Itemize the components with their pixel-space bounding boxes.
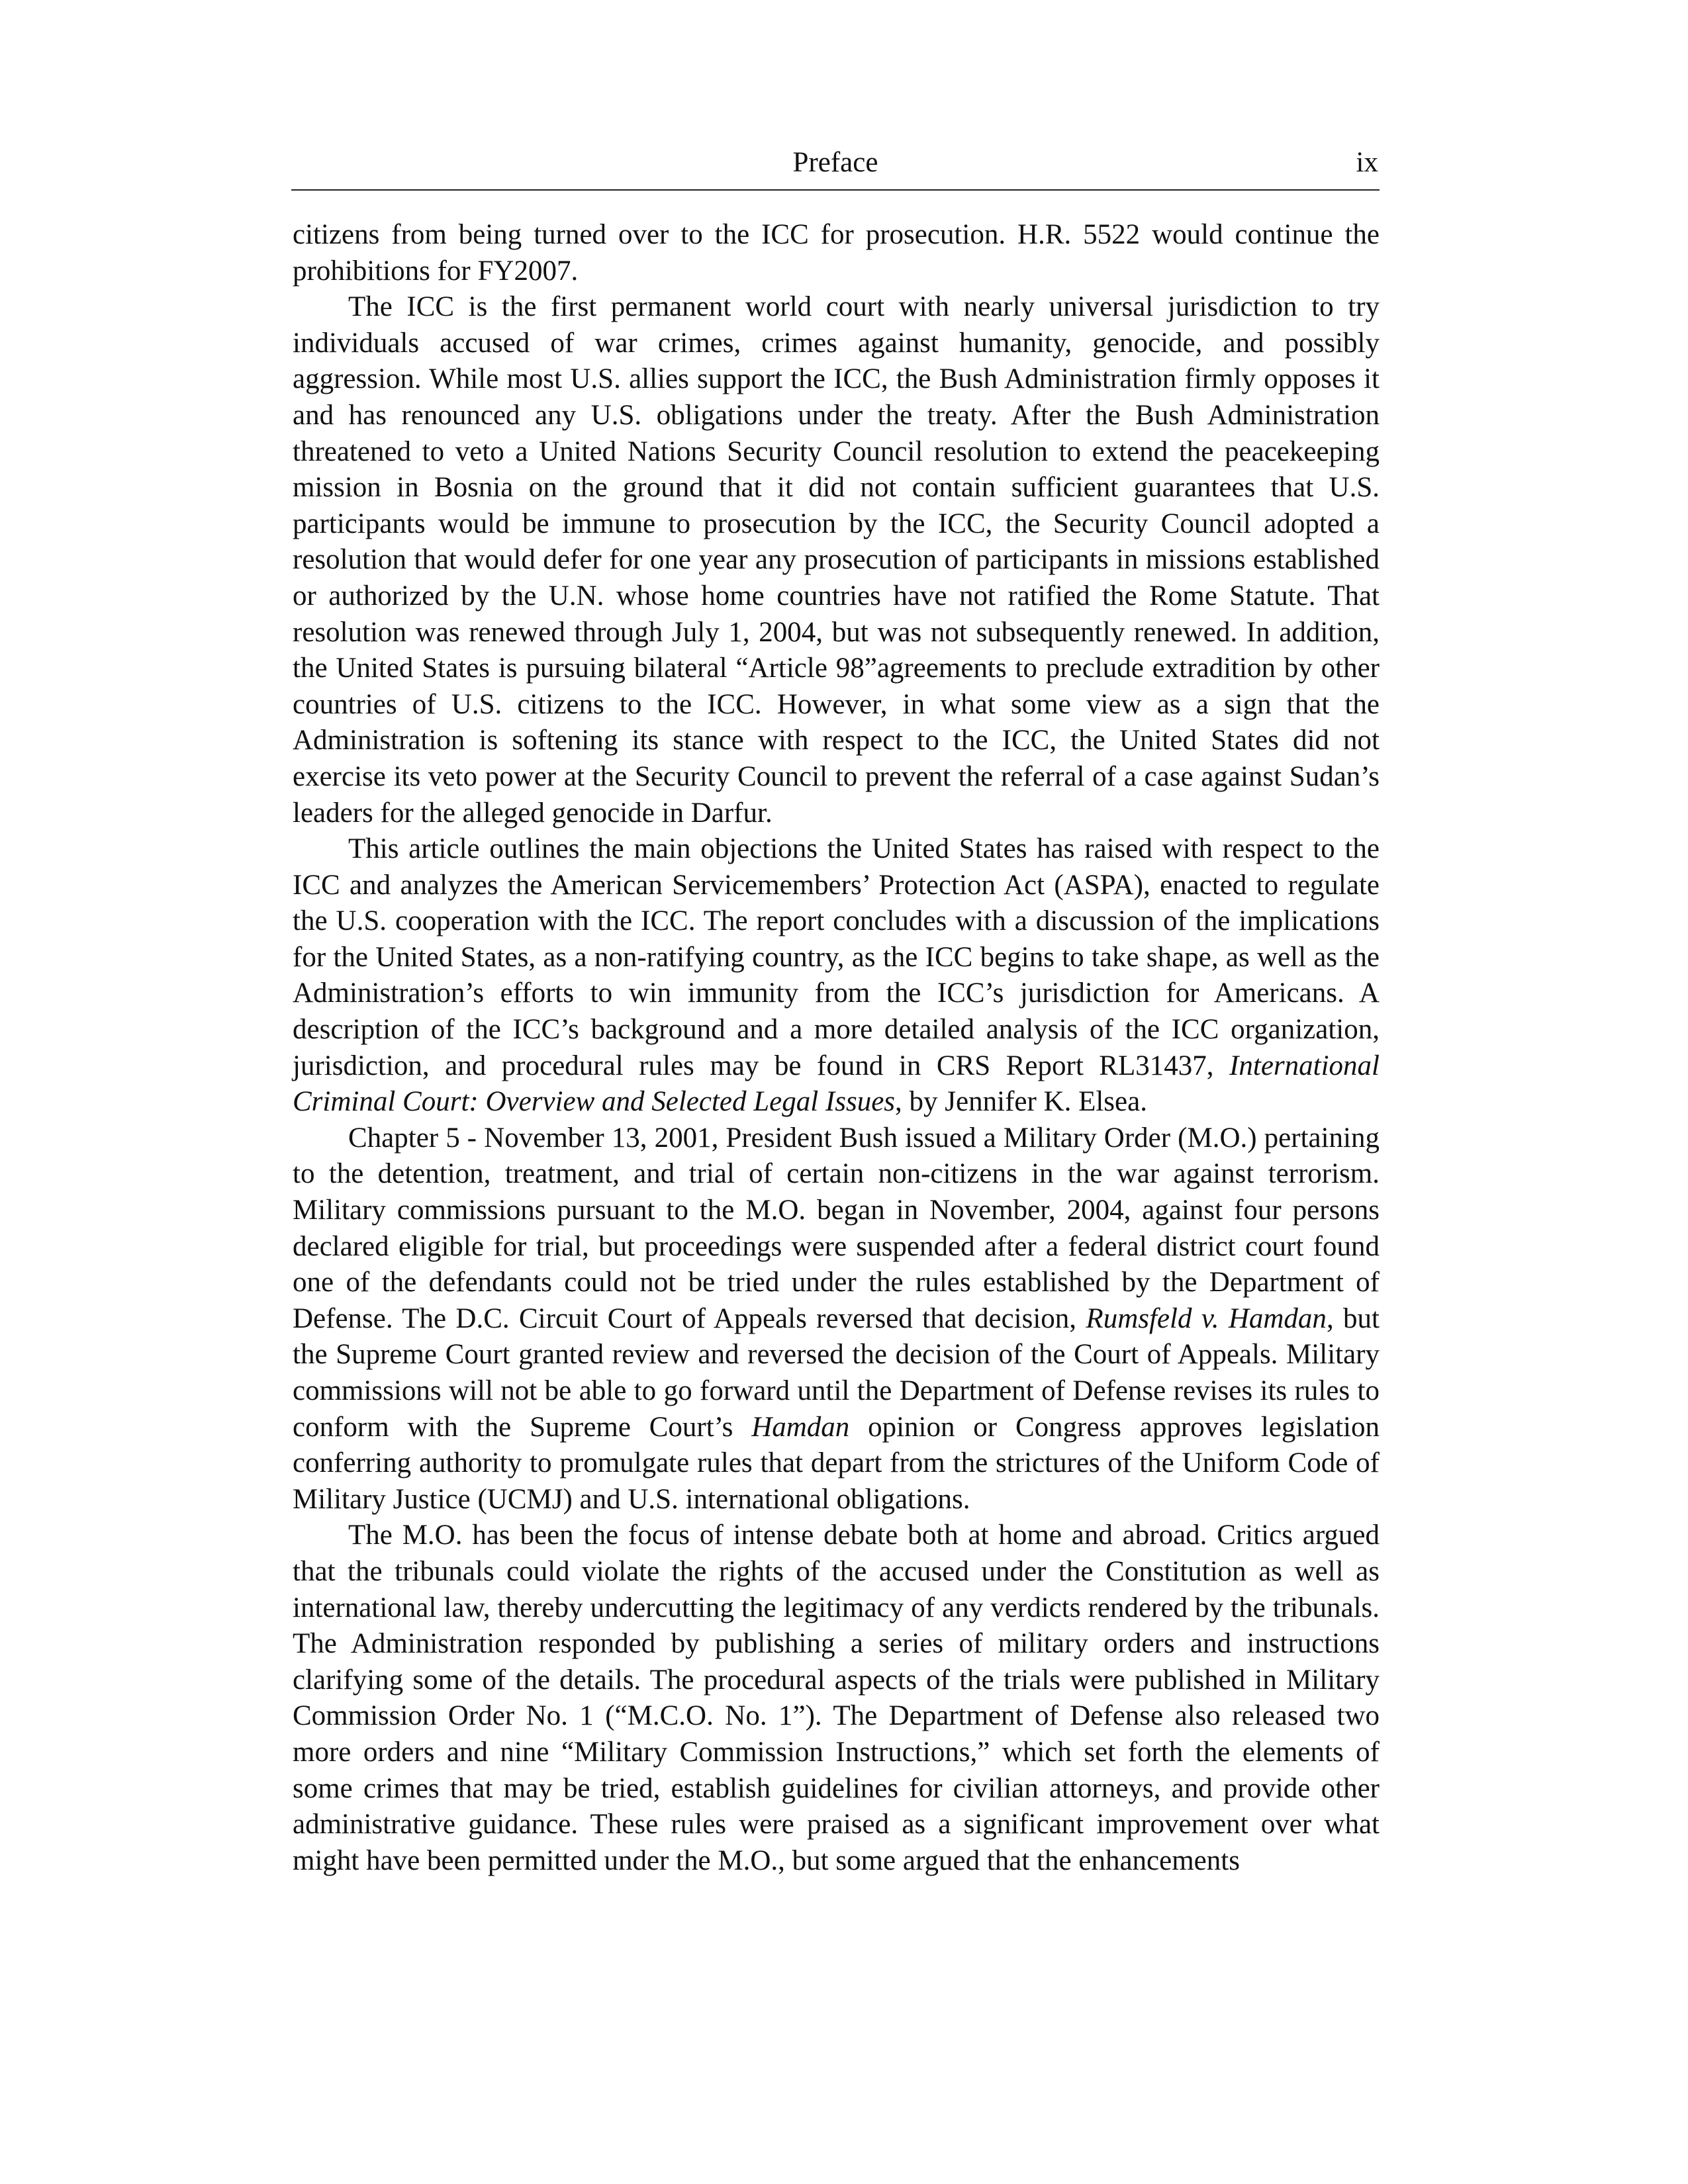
running-title: Preface bbox=[792, 147, 878, 178]
paragraph-article-outline bbox=[293, 831, 1380, 1120]
case-name-italic: Hamdan bbox=[751, 1411, 850, 1443]
case-name-italic: Rumsfeld v. Hamdan bbox=[1086, 1302, 1327, 1334]
report-title-italic: International Criminal Court: Overview and Selected Legal Issues bbox=[293, 1050, 1380, 1118]
paragraph-text: This article outlines the main objections the United States has raised with respect to the ICC and analyzes the American Servicemembers’ Protection Act (ASPA), enacted to regulate the U.S. cooperation with the ICC. The report concludes with a discussion of the implications for the United States, as a non-ratifying country, as the ICC begins to take shape, as well as the Administration’s efforts to win immunity from the ICC’s jurisdiction for Americans. A description of the ICC’s background and a more detailed analysis of the ICC organization, jurisdiction, and procedural rules may be found in CRS Report RL31437, bbox=[293, 833, 1380, 1081]
paragraph-text: , by Jennifer K. Elsea. bbox=[895, 1086, 1147, 1118]
running-header bbox=[291, 139, 1380, 191]
paragraph-text: The ICC is the first permanent world court with nearly universal jurisdiction to try individuals accused of war crimes, crimes against humanity, genocide, and possibly aggression. While most U.S. allies support the ICC, the Bush Administration firmly opposes it and has renounced any U.S. obligations under the treaty. After the Bush Administration threatened to veto a United Nations Security Council resolution to extend the peacekeeping mission in Bosnia on the ground that it did not contain sufficient guarantees that U.S. participants would be immune to prosecution by the ICC, the Security Council adopted a resolution that would defer for one year any prosecution of participants in missions established or authorized by the U.N. whose home countries have not ratified the Rome Statute. That resolution was renewed through July 1, 2004, but was not subsequently renewed. In addition, the United States is pursuing bilateral “Article 98”agreements to preclude extradition by other countries of U.S. citizens to the ICC. However, in what some view as a sign that the Administration is softening its stance with respect to the ICC, the United States did not exercise its veto power at the Security Council to prevent the referral of a case against Sudan’s leaders for the alleged genocide in Darfur. bbox=[293, 291, 1380, 829]
paragraph-text: opinion or Congress approves legislation conferring authority to promulgate rules that depart from the strictures of the Uniform Code of Military Justice (UCMJ) and U.S. international obligations. bbox=[293, 1411, 1380, 1515]
body-text bbox=[293, 217, 1380, 1879]
page-number: ix bbox=[1356, 147, 1378, 178]
paragraph-text: Chapter 5 - November 13, 2001, President Bush issued a Military Order (M.O.) pertaining to the detention, treatment, and trial of certain non-citizens in the war against terrorism. Military commissions pursuant to the M.O. began in November, 2004, against four persons declared eligible for trial, but proceedings were suspended after a federal district court found one of the defendants could not be tried under the rules established by the Department of Defense. The D.C. Circuit Court of Appeals reversed that decision, bbox=[293, 1122, 1380, 1334]
paragraph-icc-overview bbox=[293, 289, 1380, 831]
paragraph-text: citizens from being turned over to the ICC for prosecution. H.R. 5522 would continue the prohibitions for FY2007. bbox=[293, 219, 1380, 287]
paragraph-text: The M.O. has been the focus of intense debate both at home and abroad. Critics argued that the tribunals could violate the rights of the accused under the Constitution as well as international law, thereby undercutting the legitimacy of any verdicts rendered by the tribunals. The Administration responded by publishing a series of military orders and instructions clarifying some of the details. The procedural aspects of the trials were published in Military Commission Order No. 1 (“M.C.O. No. 1”). The Department of Defense also released two more orders and nine “Military Commission Instructions,” which set forth the elements of some crimes that may be tried, establish guidelines for civilian attorneys, and provide other administrative guidance. These rules were praised as a significant improvement over what might have been permitted under the M.O., but some argued that the enhancements bbox=[293, 1520, 1380, 1876]
paragraph-continued bbox=[293, 217, 1380, 289]
paragraph-chapter-5 bbox=[293, 1120, 1380, 1518]
paragraph-text: , but the Supreme Court granted review and reversed the decision of the Court of Appeals. Military commissions will not be able to go forward until the Department of Defense revises its rules to conform with the Supreme Court’s bbox=[293, 1302, 1380, 1443]
paragraph-mo-debate bbox=[293, 1518, 1380, 1879]
